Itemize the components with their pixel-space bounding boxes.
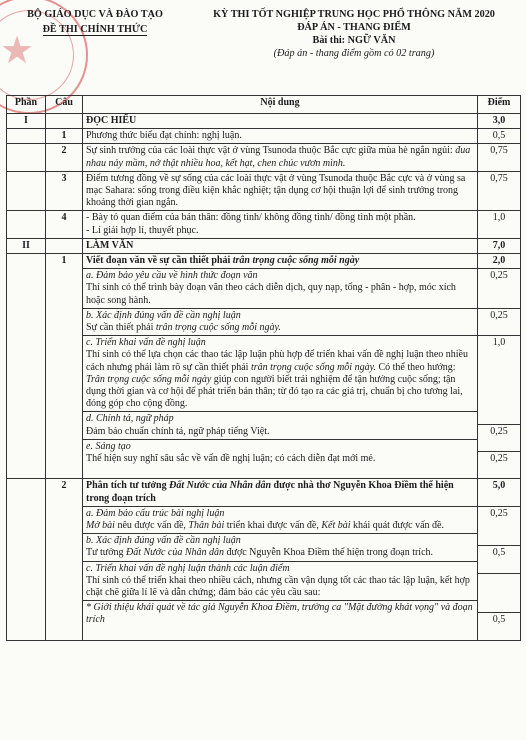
criterion-heading: d. Chính tả, ngữ pháp — [86, 413, 174, 425]
table-row — [7, 144, 521, 171]
col-header-content: Nội dung — [83, 96, 478, 114]
text: triển khai được vấn đề, — [224, 519, 322, 531]
question-number: 1 — [46, 129, 83, 144]
title-italic: Đất Nước của Nhân dân — [169, 480, 272, 492]
text: được Nguyễn Khoa Điềm thể hiện trong đoạn trích. — [224, 547, 434, 559]
text-italic: Trân trọng cuộc sống mỗi ngày — [86, 373, 212, 385]
title-text: Phân tích tư tưởng — [86, 480, 170, 492]
criterion-b — [83, 308, 477, 335]
ministry-header — [6, 8, 184, 34]
official-exam-label: ĐỀ THI CHÍNH THỨC — [42, 24, 148, 35]
criterion-d — [83, 411, 477, 438]
content-line: - Lí giải hợp lí, thuyết phục. — [86, 224, 199, 236]
question-score: 5,0 — [492, 480, 506, 492]
text-italic: Mở bài — [86, 519, 115, 531]
criterion-text — [86, 349, 474, 373]
text: Sự cần thiết phải — [86, 322, 156, 334]
criterion-text: Đảm bảo chuẩn chính tả, ngữ pháp tiếng Việt. — [86, 425, 270, 437]
table-header-row — [7, 96, 521, 114]
section-title: ĐỌC HIỂU — [83, 114, 478, 129]
content-line: - Bày tỏ quan điểm của bản thân: đồng tình/ không đồng tình/ đồng tình một phần. — [86, 212, 416, 224]
criterion-score: 0,25 — [478, 268, 520, 308]
criterion-a — [83, 268, 477, 308]
criterion-c — [83, 335, 477, 411]
part-number: II — [7, 238, 46, 253]
criterion-score: 0,25 — [478, 506, 520, 546]
question-title — [83, 254, 477, 268]
question-number: 4 — [46, 211, 83, 238]
text: Có thể theo hướng: — [375, 361, 456, 373]
text-italic: Thân bài — [188, 519, 225, 531]
question-score: 0,75 — [478, 171, 521, 211]
criterion-c — [83, 561, 477, 601]
section-score: 7,0 — [478, 238, 521, 253]
criterion-heading: a. Đảm bảo yêu cầu về hình thức đoạn văn — [86, 270, 258, 282]
table-row — [7, 211, 521, 238]
title-text: được nhà thơ Nguyễn Khoa Điềm thể hiện trong đoạn trích — [86, 480, 454, 504]
question-content — [83, 479, 478, 640]
criterion-text — [86, 520, 474, 532]
question-title — [83, 479, 477, 505]
exam-header — [186, 8, 522, 60]
criterion-score: 0,25 — [478, 308, 520, 335]
text: Tư tưởng — [86, 547, 127, 559]
criterion-text: Thể hiện suy nghĩ sâu sắc về vấn đề nghị luận; có cách diễn đạt mới mẻ. — [86, 453, 376, 465]
criterion-score: 1,0 — [478, 335, 520, 423]
question-content — [83, 211, 478, 238]
seal-star-icon: ★ — [0, 30, 35, 72]
criterion-e — [83, 439, 477, 466]
text: Thí sinh có thể lựa chọn các thao tác lập luận phù hợp để triển khai vấn đề nghị luận theo nhiều cách nhưng phải làm rõ sự cần thiết phải — [86, 349, 468, 373]
criterion-heading: e. Sáng tạo — [86, 440, 131, 452]
criterion-heading: a. Đảm bảo cấu trúc bài nghị luận — [86, 507, 225, 519]
question-score: 0,75 — [478, 144, 521, 171]
criterion-score: 0,5 — [478, 612, 520, 639]
criterion-text — [86, 547, 474, 559]
ministry-name: BỘ GIÁO DỤC VÀ ĐÀO TẠO — [27, 9, 163, 20]
col-header-score: Điểm — [478, 96, 521, 114]
col-header-question: Câu — [46, 96, 83, 114]
content-italic: đua nhau nảy mầm, nở thật nhiều hoa, kết hạt, chen chúc vươn mình. — [86, 145, 471, 169]
criterion-b — [83, 533, 477, 560]
text: khái quát được vấn đề. — [350, 519, 444, 531]
criterion-score-empty — [478, 573, 520, 613]
question-number: 2 — [46, 479, 83, 640]
title-text: Viết đoạn văn về sự cần thiết phải — [86, 255, 233, 267]
criterion-text — [86, 374, 474, 411]
table-row — [7, 129, 521, 144]
table-row — [7, 254, 521, 479]
question-score: 1,0 — [478, 211, 521, 238]
criterion-text: Thí sinh có thể triển khai theo nhiều cách, nhưng cần vận dụng tốt các thao tác lập luận, kết hợp chặt chẽ giữa lí lẽ và dẫn chứng; đảm bảo các yêu cầu sau: — [86, 574, 470, 598]
question-number: 3 — [46, 171, 83, 211]
text-italic: Kết bài — [321, 519, 351, 531]
question-scores — [478, 254, 521, 479]
text-italic: Đất Nước của Nhân dân — [126, 547, 225, 559]
question-number: 1 — [46, 254, 83, 479]
question-number: 2 — [46, 144, 83, 171]
question-score: 0,5 — [478, 129, 521, 144]
answer-table — [6, 95, 521, 641]
criterion-heading: c. Triển khai vấn đề nghị luận thành các luận điểm — [86, 562, 290, 574]
subject-title — [186, 34, 522, 47]
text-italic: trân trọng cuộc sống mỗi ngày. — [155, 322, 281, 334]
content-text: Sự sinh trưởng của các loài thực vật ở vùng Tsunoda thuộc Bắc cực giữa mùa hè ngắn ngủi: — [86, 145, 456, 157]
question-content — [83, 144, 478, 171]
subject-text: Bài thi: NGỮ VĂN — [312, 35, 396, 46]
criterion-score: 0,5 — [478, 545, 520, 572]
text: nêu được vấn đề, — [114, 519, 189, 531]
criterion-text: Thí sinh có thể trình bày đoạn văn theo cách diễn dịch, quy nạp, tổng - phân - hợp, móc xích hoặc song hành. — [86, 282, 456, 306]
question-content: Điểm tương đồng về sự sống của các loài thực vật ở vùng Tsunoda thuộc Bắc cực và ở vùng sa mạc Sahara: sống trong điều kiện khắc nghiệt; tận dụng cơ hội thuận lợi để sinh trưởng trong khoảng thời gian ngắn. — [83, 171, 478, 211]
question-content: Phương thức biểu đạt chính: nghị luận. — [83, 129, 478, 144]
question-scores — [478, 479, 521, 640]
criterion-score: 0,25 — [478, 451, 520, 478]
criterion-heading: b. Xác định đúng vấn đề cần nghị luận — [86, 535, 241, 547]
page-note: (Đáp án - thang điểm gồm có 02 trang) — [273, 48, 435, 59]
criterion-score: 0,25 — [478, 424, 520, 451]
answer-title: ĐÁP ÁN - THANG ĐIỂM — [297, 22, 411, 33]
col-header-part: Phần — [7, 96, 46, 114]
text-italic: trân trọng cuộc sống mỗi ngày. — [250, 361, 376, 373]
table-row — [7, 479, 521, 640]
question-score: 2,0 — [492, 255, 506, 267]
star-criterion: * Giới thiệu khái quát về tác giả Nguyễn Khoa Điềm, trường ca "Mặt đường khát vọng" và đoạn trích — [83, 600, 477, 627]
criterion-a — [83, 506, 477, 533]
criterion-heading: b. Xác định đúng vấn đề cần nghị luận — [86, 309, 241, 321]
section-title: LÀM VĂN — [83, 238, 478, 253]
exam-title: KỲ THI TỐT NGHIỆP TRUNG HỌC PHỔ THÔNG NĂM 2020 — [213, 9, 495, 20]
part-number: I — [7, 114, 46, 129]
table-row — [7, 238, 521, 253]
title-italic: trân trọng cuộc sống mỗi ngày — [232, 255, 360, 267]
question-content — [83, 254, 478, 479]
table-row — [7, 114, 521, 129]
section-score: 3,0 — [478, 114, 521, 129]
criterion-text — [86, 322, 474, 334]
criterion-heading: c. Triển khai vấn đề nghị luận — [86, 337, 206, 349]
table-row — [7, 171, 521, 211]
text: giúp con người biết trải nghiệm để tận hưởng cuộc sống; tận dụng thời gian và cơ hội để phát triển bản thân; từ đó tạo ra các giá trị, chuẩn bị cho tương lai, đóng góp cho cộng đồng. — [86, 373, 463, 410]
